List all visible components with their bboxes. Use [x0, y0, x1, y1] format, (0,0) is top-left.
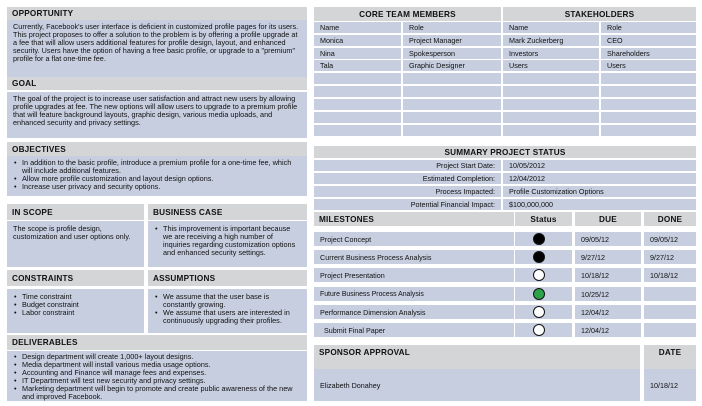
status-dot-icon	[533, 324, 545, 336]
empty-cell	[403, 99, 501, 110]
empty-cell	[601, 125, 696, 136]
deliverable-item: • Marketing department will begin to promote and create public awareness of the new and improved Facebook.	[13, 385, 301, 401]
goal-header	[7, 77, 307, 90]
core-team-name-cell: Monica	[314, 35, 401, 46]
constraint-item: • Budget constraint	[13, 301, 138, 309]
sponsor-header	[314, 345, 640, 369]
sponsor-date: 10/18/12	[644, 369, 696, 401]
empty-cell	[503, 125, 599, 136]
milestones-header	[314, 212, 514, 226]
stakeholder-name-cell: Mark Zuckerberg	[503, 35, 599, 46]
summary-label: Project Start Date:	[314, 160, 501, 171]
status-dot-icon	[533, 269, 545, 281]
assumptions-header	[148, 270, 307, 286]
sponsor-title: SPONSOR APPROVAL	[319, 348, 410, 357]
empty-cell	[403, 125, 501, 136]
milestone-name: Project Concept	[314, 232, 514, 246]
status-dot-icon	[533, 251, 545, 263]
milestone-done: 9/27/12	[644, 250, 696, 264]
milestone-due: 10/25/12	[575, 287, 641, 301]
core-team-role-cell: Spokesperson	[403, 48, 501, 59]
empty-cell	[503, 86, 599, 97]
milestone-done	[644, 305, 696, 319]
objective-item: • Increase user privacy and security options.	[13, 183, 301, 191]
empty-cell	[601, 86, 696, 97]
summary-label: Process Impacted:	[314, 186, 501, 197]
constraints-title: CONSTRAINTS	[12, 273, 74, 283]
milestone-due: 12/04/12	[575, 323, 641, 337]
stakeholders-col-role: Role	[601, 22, 696, 33]
milestone-done: 10/18/12	[644, 268, 696, 282]
milestones-due-header	[575, 212, 641, 226]
in-scope-header	[7, 204, 144, 220]
summary-value: $100,000,000	[503, 199, 696, 210]
sponsor-date-header	[644, 345, 696, 369]
core-team-role-cell: Graphic Designer	[403, 60, 501, 71]
opportunity-text: Currently, Facebook's user interface is deficient in customized profile pages for its users. This project proposes to offer a solution to the problem is by offering a profile upgrade at a fee that will allow users additional features for profile design, layout, and enhanced security. Users have the option of having a free basic profile, or upgrade to a "premium" profile for a flat one-time fee.	[7, 20, 307, 77]
empty-cell	[503, 73, 599, 84]
milestone-done	[644, 323, 696, 337]
assumptions-title: ASSUMPTIONS	[153, 273, 216, 283]
constraint-item: • Time constraint	[13, 293, 138, 301]
empty-cell	[503, 99, 599, 110]
summary-value: 12/04/2012	[503, 173, 696, 184]
core-team-role-cell: Project Manager	[403, 35, 501, 46]
objective-item: • In addition to the basic profile, introduce a premium profile for a one-time fee, which will include additional features.	[13, 159, 301, 175]
stakeholders-col-name: Name	[503, 22, 599, 33]
empty-cell	[503, 112, 599, 123]
empty-cell	[314, 86, 401, 97]
milestone-status-cell	[515, 250, 572, 264]
empty-cell	[314, 73, 401, 84]
empty-cell	[601, 112, 696, 123]
due-col-label: DUE	[599, 214, 617, 224]
summary-title: SUMMARY PROJECT STATUS	[444, 147, 566, 157]
sponsor-name: Elizabeth Donahey	[314, 369, 640, 401]
objectives-list	[7, 156, 307, 196]
deliverable-item: • IT Department will test new security and privacy settings.	[13, 377, 301, 385]
empty-cell	[403, 112, 501, 123]
core-team-header	[314, 7, 501, 21]
milestone-status-cell	[515, 232, 572, 246]
constraints-list	[7, 289, 144, 333]
empty-cell	[314, 112, 401, 123]
empty-cell	[403, 86, 501, 97]
milestone-name: Submit Final Paper	[314, 323, 514, 337]
milestone-status-cell	[515, 323, 572, 337]
core-team-name-cell: Nina	[314, 48, 401, 59]
stakeholders-title: STAKEHOLDERS	[564, 9, 635, 19]
core-team-col-role: Role	[403, 22, 501, 33]
constraints-header	[7, 270, 144, 286]
milestone-done	[644, 287, 696, 301]
empty-cell	[403, 73, 501, 84]
in-scope-text: The scope is profile design, customization and user options only.	[7, 221, 144, 267]
business-case-list	[148, 221, 307, 267]
constraint-item: • Labor constraint	[13, 309, 138, 317]
objective-item: • Allow more profile customization and layout design options.	[13, 175, 301, 183]
status-col-label: Status	[530, 214, 557, 224]
goal-title: GOAL	[12, 79, 37, 88]
opportunity-title: OPPORTUNITY	[12, 9, 74, 18]
assumptions-list	[148, 289, 307, 333]
empty-cell	[601, 73, 696, 84]
milestone-due: 12/04/12	[575, 305, 641, 319]
milestone-done: 09/05/12	[644, 232, 696, 246]
deliverables-header	[7, 335, 307, 350]
deliverable-item: • Media department will install various media usage options.	[13, 361, 301, 369]
stakeholders-header	[503, 7, 696, 21]
milestones-done-header	[644, 212, 696, 226]
status-dot-icon	[533, 306, 545, 318]
milestone-due: 10/18/12	[575, 268, 641, 282]
assumption-item: • We assume that users are interested in continuously upgrading their profiles.	[154, 309, 301, 325]
deliverable-item: • Accounting and Finance will manage fees and expenses.	[13, 369, 301, 377]
business-case-item: • This improvement is important because we are receiving a high number of inquiries regarding customization options and enhanced security settings.	[154, 225, 301, 257]
deliverables-list	[7, 351, 307, 401]
milestones-title: MILESTONES	[319, 214, 375, 224]
milestone-name: Project Presentation	[314, 268, 514, 282]
empty-cell	[601, 99, 696, 110]
milestone-status-cell	[515, 287, 572, 301]
sponsor-date-label: DATE	[658, 348, 682, 357]
opportunity-header	[7, 7, 307, 20]
milestone-status-cell	[515, 268, 572, 282]
stakeholder-role-cell: Shareholders	[601, 48, 696, 59]
empty-cell	[314, 99, 401, 110]
summary-value: Profile Customization Options	[503, 186, 696, 197]
milestone-due: 09/05/12	[575, 232, 641, 246]
done-col-label: DONE	[657, 214, 683, 224]
stakeholder-role-cell: CEO	[601, 35, 696, 46]
core-team-name-cell: Tala	[314, 60, 401, 71]
stakeholder-name-cell: Investors	[503, 48, 599, 59]
milestone-status-cell	[515, 305, 572, 319]
deliverable-item: • Design department will create 1,000+ layout designs.	[13, 353, 301, 361]
milestones-status-header	[515, 212, 572, 226]
status-dot-icon	[533, 288, 545, 300]
summary-header	[314, 146, 696, 158]
milestone-name: Future Business Process Analysis	[314, 287, 514, 301]
in-scope-title: IN SCOPE	[12, 207, 53, 217]
assumption-item: • We assume that the user base is constantly growing.	[154, 293, 301, 309]
milestone-name: Current Business Process Analysis	[314, 250, 514, 264]
core-team-title: CORE TEAM MEMBERS	[359, 9, 456, 19]
summary-label: Estimated Completion:	[314, 173, 501, 184]
summary-value: 10/05/2012	[503, 160, 696, 171]
core-team-col-name: Name	[314, 22, 401, 33]
summary-label: Potential Financial Impact:	[314, 199, 501, 210]
milestone-due: 9/27/12	[575, 250, 641, 264]
stakeholder-name-cell: Users	[503, 60, 599, 71]
empty-cell	[314, 125, 401, 136]
stakeholder-role-cell: Users	[601, 60, 696, 71]
milestone-name: Performance Dimension Analysis	[314, 305, 514, 319]
status-dot-icon	[533, 233, 545, 245]
goal-text: The goal of the project is to increase user satisfaction and attract new users by allowing profile upgrades at fee. The new options will allow users to upgrade to a premium profile that will feature background layouts, graphic design, various media uploads, and enhanced security and privacy settings.	[7, 92, 307, 138]
objectives-header	[7, 142, 307, 156]
objectives-title: OBJECTIVES	[12, 144, 66, 154]
deliverables-title: DELIVERABLES	[12, 338, 78, 347]
business-case-header	[148, 204, 307, 220]
business-case-title: BUSINESS CASE	[153, 207, 223, 217]
